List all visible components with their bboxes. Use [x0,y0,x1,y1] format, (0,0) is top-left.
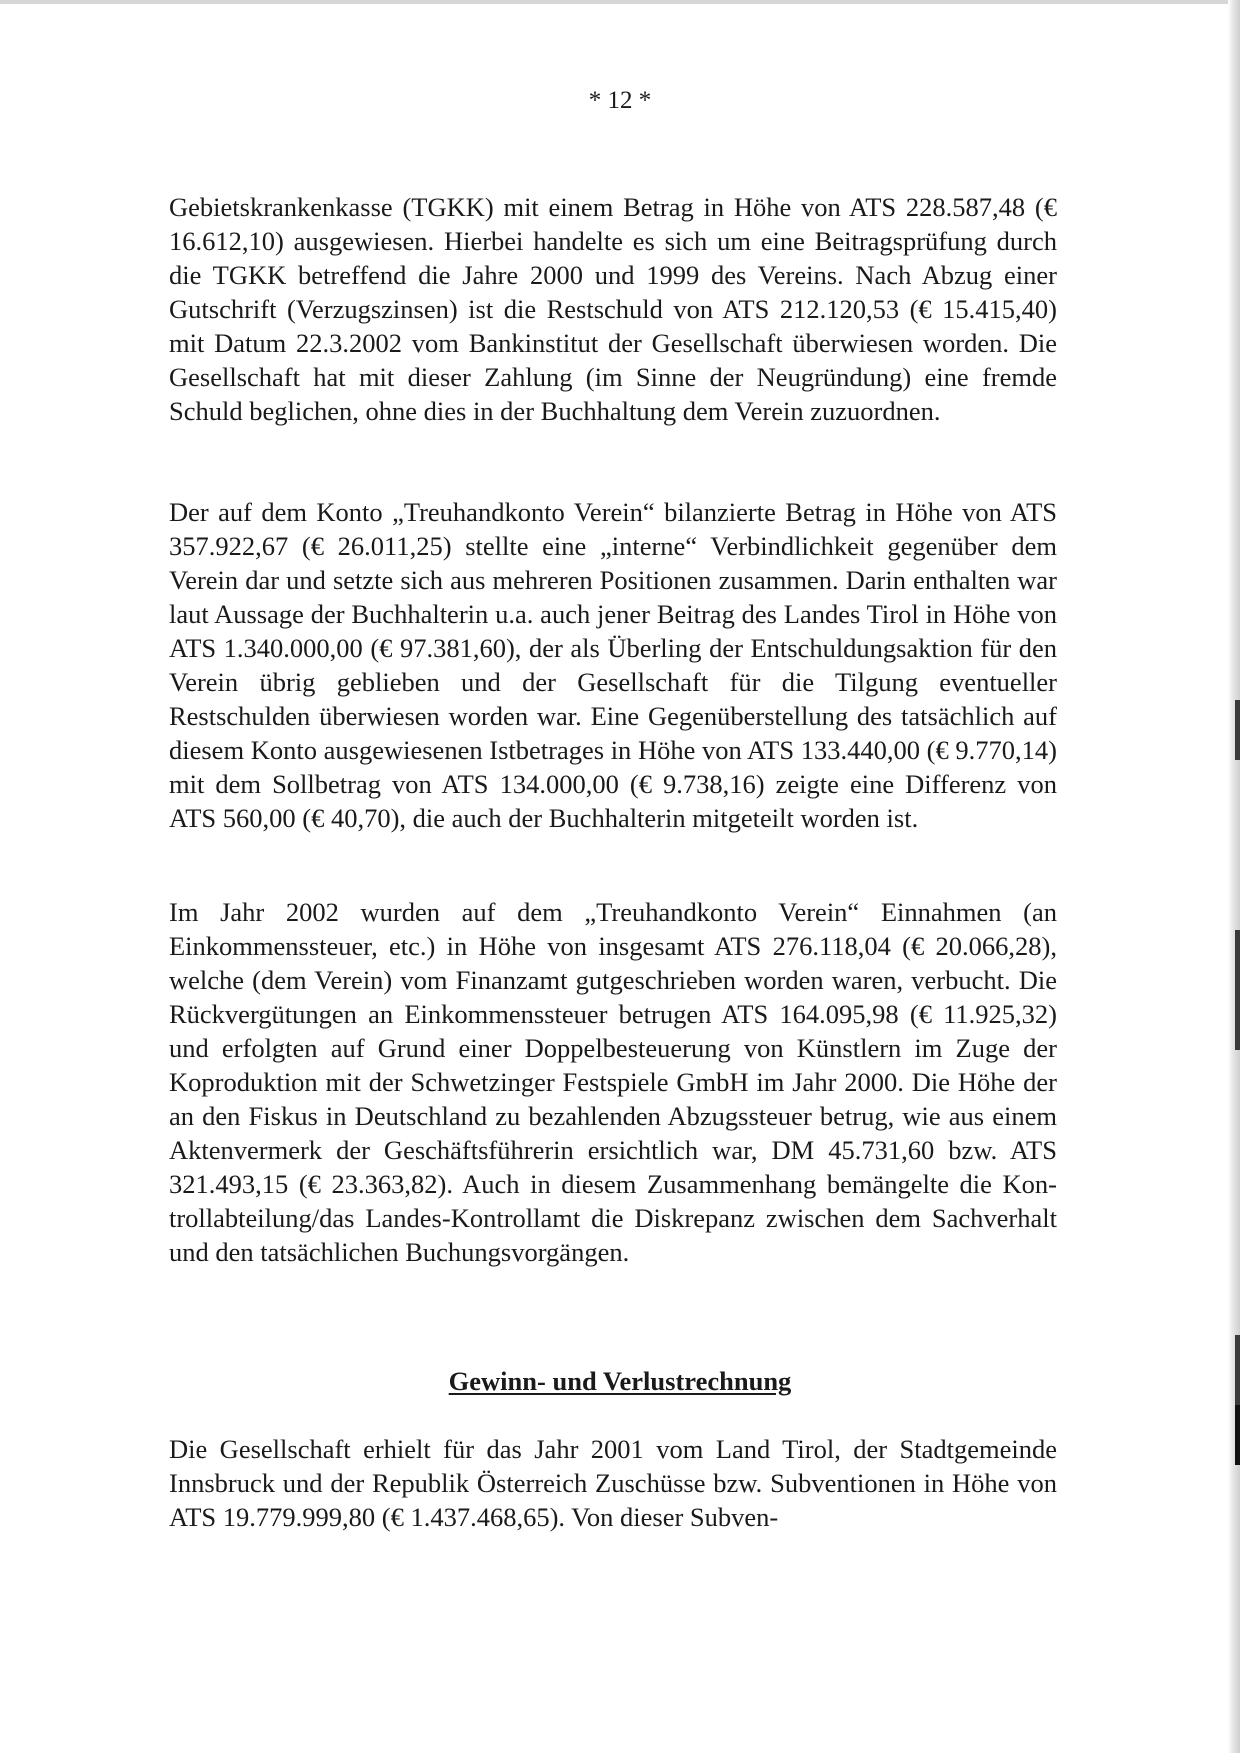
section-heading-gewinn-verlust: Gewinn- und Verlustrechnung [448,1366,792,1396]
scan-edge-top [0,0,1240,4]
scan-mark [1235,700,1240,760]
scan-mark [1235,1405,1240,1465]
paragraph-einnahmen-2002: Im Jahr 2002 wurden auf dem „Treuhandkonto Verein“ Einnahmen (an Einkommenssteuer, etc.) in Höhe von insgesamt ATS 276.118,04 (€ 20.066,28), welche (dem Verein) vom Finanzamt gutgeschrieben worden waren, verbucht. Die Rückvergütungen an Einkommenssteuer betrugen ATS 164.095,98 (€ 11.925,32) und erfolgten auf Grund einer Doppelbesteuerung von Künstlern im Zuge der Koproduktion mit der Schwetzinger Festspiele GmbH im Jahr 2000. Die Höhe der an den Fiskus in Deutschland zu bezahlenden Abzugssteuer betrug, wie aus einem Aktenvermerk der Geschäftsführerin ersichtlich war, DM 45.731,60 bzw. ATS 321.493,15 (€ 23.363,82). Auch in diesem Zusammenhang bemängelte die Kontrollabteilung/das Landes-Kontrollamt die Diskrepanz zwischen dem Sachverhalt und den tatsächlichen Buchungsvorgängen. [169,897,1057,1267]
paragraph-subventionen: Die Gesellschaft erhielt für das Jahr 2001 vom Land Tirol, der Stadtgemeinde Innsbruck und der Republik Österreich Zuschüsse bzw. Subventionen in Höhe von ATS 19.779.999,80 (€ 1.437.468,65). Von dieser Subven- [169,1434,1057,1532]
paragraph-treuhandkonto: Der auf dem Konto „Treuhandkonto Verein“ bilanzierte Betrag in Höhe von ATS 357.922,67 (€ 26.011,25) stellte eine „interne“ Verbindlichkeit gegenüber dem Verein dar und setzte sich aus mehreren Positionen zusammen. Darin enthalten war laut Aussage der Buchhalterin u.a. auch jener Beitrag des Landes Tirol in Höhe von ATS 1.340.000,00 (€ 97.381,60), der als Überling der Entschuldungsaktion für den Verein übrig geblieben und der Gesellschaft für die Tilgung eventueller Restschulden überwiesen worden war. Eine Gegenüberstellung des tatsächlich auf diesem Konto ausgewiesenen Istbetrages in Höhe von ATS 133.440,00 (€ 9.770,14) mit dem Sollbetrag von ATS 134.000,00 (€ 9.738,16) zeigte eine Differenz von ATS 560,00 (€ 40,70), die auch der Buchhalterin mitgeteilt worden ist. [169,497,1057,833]
scan-mark [1235,930,1240,1050]
page-number: * 12 * [588,87,652,114]
scan-edge-right [1228,0,1240,1753]
paragraph-tgkk: Gebietskrankenkasse (TGKK) mit einem Betrag in Höhe von ATS 228.587,48 (€ 16.612,10) ausgewiesen. Hierbei handelte es sich um eine Beitragsprüfung durch die TGKK betreffend die Jahre 2000 und 1999 des Vereins. Nach Abzug einer Gutschrift (Verzugszinsen) ist die Restschuld von ATS 212.120,53 (€ 15.415,40) mit Datum 22.3.2002 vom Bankinstitut der Gesellschaft überwiesen worden. Die Gesellschaft hat mit dieser Zahlung (im Sinne der Neugründung) eine fremde Schuld beglichen, ohne dies in der Buchhaltung dem Verein zuzuordnen. [169,192,1057,426]
